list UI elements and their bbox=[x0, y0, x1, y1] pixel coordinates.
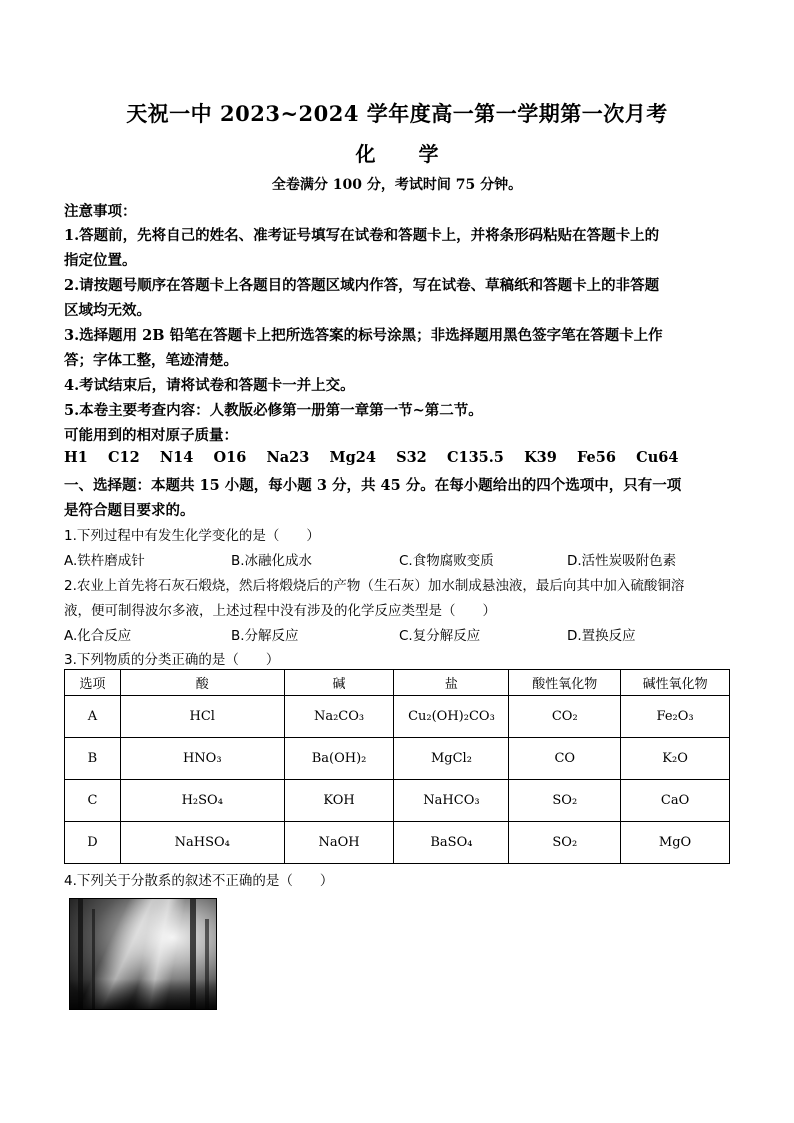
note-line: 答；字体工整，笔迹清楚。 bbox=[64, 352, 238, 369]
atomic-mass-heading: 可能用到的相对原子质量： bbox=[64, 427, 238, 444]
forest-light-beam-photo bbox=[69, 898, 217, 1010]
atomic-mass-list: H1 C12 N14 O16 Na23 Mg24 S32 C135.5 K39 Fe56 Cu64 bbox=[64, 449, 679, 466]
table-cell: Cu₂(OH)₂CO₃ bbox=[394, 696, 509, 738]
question-1-option-c: C.食物腐败变质 bbox=[399, 553, 494, 569]
forest-floor-shadow bbox=[70, 979, 216, 1009]
table-cell: KOH bbox=[284, 780, 394, 822]
section-instructions: 一、选择题：本题共 15 小题，每小题 3 分，共 45 分。在每小题给出的四个选项中，只有一项 bbox=[64, 477, 682, 494]
table-cell: Fe₂O₃ bbox=[621, 696, 730, 738]
question-1-option-b: B.冰融化成水 bbox=[231, 553, 313, 569]
question-2-option-b: B.分解反应 bbox=[231, 628, 299, 644]
question-2-option-c: C.复分解反应 bbox=[399, 628, 481, 644]
exam-title: 天祝一中 2023~2024 学年度高一第一学期第一次月考 bbox=[126, 101, 668, 126]
section-instructions: 是符合题目要求的。 bbox=[64, 502, 195, 519]
table-cell: SO₂ bbox=[509, 780, 621, 822]
note-line: 2.请按题号顺序在答题卡上各题目的答题区域内作答，写在试卷、草稿纸和答题卡上的非答题 bbox=[64, 277, 660, 294]
table-header-cell: 选项 bbox=[65, 670, 121, 696]
table-header-cell: 碱 bbox=[284, 670, 394, 696]
note-line: 指定位置。 bbox=[64, 252, 137, 269]
table-row bbox=[65, 738, 730, 780]
table-cell: SO₂ bbox=[509, 822, 621, 864]
table-cell: C bbox=[65, 780, 121, 822]
note-line: 5.本卷主要考查内容：人教版必修第一册第一章第一节~第二节。 bbox=[64, 402, 483, 419]
table-cell: HCl bbox=[120, 696, 284, 738]
table-cell: NaHSO₄ bbox=[120, 822, 284, 864]
table-cell: A bbox=[65, 696, 121, 738]
table-header-row bbox=[65, 670, 730, 696]
question-4-stem: 4.下列关于分散系的叙述不正确的是（ ） bbox=[64, 873, 334, 889]
question-2-stem: 液，便可制得波尔多液，上述过程中没有涉及的化学反应类型是（ ） bbox=[64, 603, 496, 619]
table-cell: Na₂CO₃ bbox=[284, 696, 394, 738]
note-line: 3.选择题用 2B 铅笔在答题卡上把所选答案的标号涂黑；非选择题用黑色签字笔在答题卡上作 bbox=[64, 327, 663, 344]
notes-heading: 注意事项： bbox=[64, 203, 137, 220]
note-line: 1.答题前，先将自己的姓名、准考证号填写在试卷和答题卡上，并将条形码粘贴在答题卡上的 bbox=[64, 227, 660, 244]
question-3-stem: 3.下列物质的分类正确的是（ ） bbox=[64, 652, 280, 668]
exam-meta: 全卷满分 100 分，考试时间 75 分钟。 bbox=[271, 177, 523, 193]
table-cell: Ba(OH)₂ bbox=[284, 738, 394, 780]
table-cell: B bbox=[65, 738, 121, 780]
note-line: 4.考试结束后，请将试卷和答题卡一并上交。 bbox=[64, 377, 355, 394]
question-2-stem: 2.农业上首先将石灰石煅烧，然后将煅烧后的产物（生石灰）加水制成悬浊液，最后向其中加入硫酸铜溶 bbox=[64, 578, 685, 594]
question-1-option-a: A.铁杵磨成针 bbox=[64, 553, 145, 569]
table-cell: H₂SO₄ bbox=[120, 780, 284, 822]
table-row bbox=[65, 780, 730, 822]
table-cell: CO bbox=[509, 738, 621, 780]
table-cell: CaO bbox=[621, 780, 730, 822]
note-line: 区域均无效。 bbox=[64, 302, 151, 319]
question-2-option-d: D.置换反应 bbox=[567, 628, 636, 644]
table-cell: D bbox=[65, 822, 121, 864]
table-cell: NaOH bbox=[284, 822, 394, 864]
table-row bbox=[65, 696, 730, 738]
table-cell: NaHCO₃ bbox=[394, 780, 509, 822]
table-header-cell: 酸性氧化物 bbox=[509, 670, 621, 696]
table-header-cell: 盐 bbox=[394, 670, 509, 696]
table-cell: CO₂ bbox=[509, 696, 621, 738]
subject-title: 化 学 bbox=[355, 142, 457, 166]
table-cell: MgO bbox=[621, 822, 730, 864]
question-1-stem: 1.下列过程中有发生化学变化的是（ ） bbox=[64, 528, 320, 544]
table-row bbox=[65, 822, 730, 864]
classification-table bbox=[64, 669, 730, 864]
table-cell: K₂O bbox=[621, 738, 730, 780]
table-cell: HNO₃ bbox=[120, 738, 284, 780]
table-header-cell: 碱性氧化物 bbox=[621, 670, 730, 696]
table-cell: MgCl₂ bbox=[394, 738, 509, 780]
table-header-cell: 酸 bbox=[120, 670, 284, 696]
table-cell: BaSO₄ bbox=[394, 822, 509, 864]
question-1-option-d: D.活性炭吸附色素 bbox=[567, 553, 677, 569]
question-2-option-a: A.化合反应 bbox=[64, 628, 132, 644]
